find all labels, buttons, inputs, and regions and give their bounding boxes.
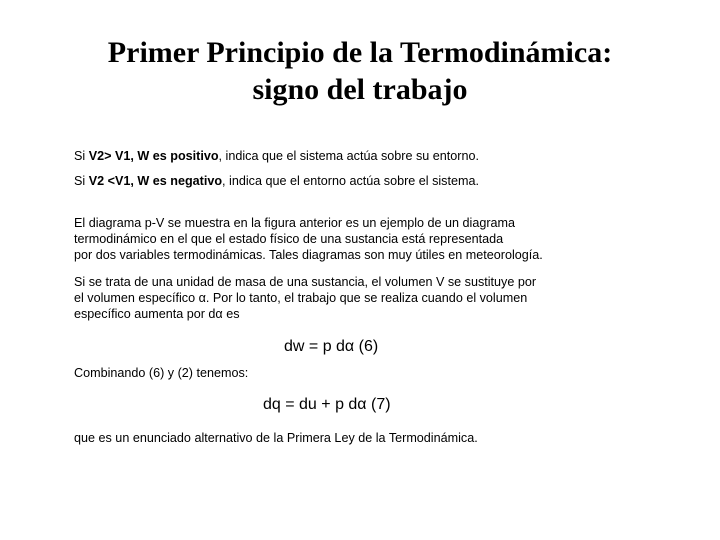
paragraph-specific-volume [74,274,634,322]
text-line: el volumen específico α. Por lo tanto, el trabajo que se realiza cuando el volumen [74,291,528,305]
slide-title [0,34,720,108]
paragraph-rest: , indica que el sistema actúa sobre su entorno. [218,149,479,163]
paragraph-conclusion: que es un enunciado alternativo de la Primera Ley de la Termodinámica. [74,431,478,445]
slide-title-line-2: signo del trabajo [252,73,468,106]
paragraph-pv-diagram [74,215,634,263]
positive-work-condition: V2> V1, W es positivo [88,149,219,163]
text-line: El diagrama p-V se muestra en la figura anterior es un ejemplo de un diagrama [74,216,516,230]
paragraph-prefix: Si [74,174,89,188]
negative-work-condition: V2 <V1, W es negativo [88,174,223,188]
paragraph-negative-work [74,173,634,189]
paragraph-positive-work [74,148,634,164]
paragraph-rest: , indica que el entorno actúa sobre el sistema. [222,174,479,188]
equation-6: dw = p dα (6) [284,338,379,355]
equation-7: dq = du + p dα (7) [263,396,391,413]
text-line: Si se trata de una unidad de masa de una sustancia, el volumen V se sustituye por [74,275,537,289]
paragraph-prefix: Si [74,149,89,163]
text-line: termodinámico en el que el estado físico de una sustancia está representada [74,232,504,246]
slide-title-line-1: Primer Principio de la Termodinámica: [107,36,613,69]
text-line: específico aumenta por dα es [74,307,240,321]
text-line: por dos variables termodinámicas. Tales diagramas son muy útiles en meteorología. [74,248,543,262]
paragraph-combining: Combinando (6) y (2) tenemos: [74,366,249,380]
